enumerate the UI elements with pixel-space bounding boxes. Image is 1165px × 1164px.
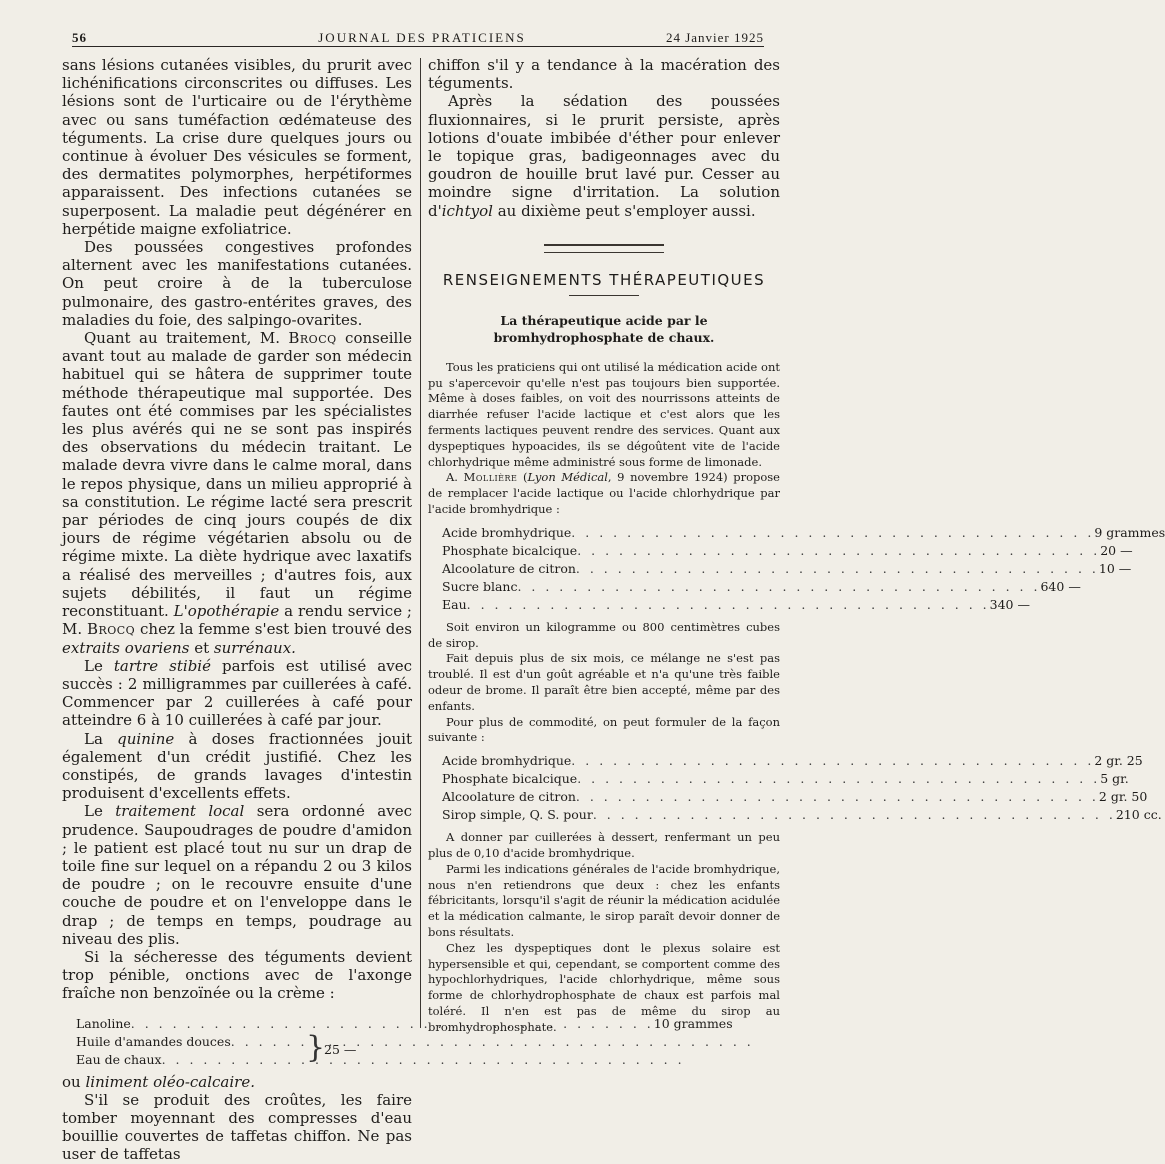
recipe-creme bbox=[62, 1015, 733, 1069]
paragraph-sedation: Après la sédation des poussées fluxionnaires, si le prurit persiste, après lotions d'ouate imbibée d'éther pour enlever le topique gras, badigeonnages avec du goudron de houille brut lavé pur. Cesser au moindre signe d'irritation. La solution d'ichtyol au dixième peut s'employer aussi. bbox=[428, 92, 780, 220]
paragraph-traitement-local: Le traitement local sera ordonné avec prudence. Saupoudrages de poudre d'amidon ; le patient est placé tout nu sur un drap de toile fine sur lequel on a répandu 2 ou 3 kilos de poudre ; on le recouvre ensuite d'une couche de poudre et on l'enveloppe dans le drap ; de temps en temps, poudrage au niveau des plis. bbox=[62, 802, 412, 948]
recipe-row: Lanoline . . . 10 grammes bbox=[76, 1015, 376, 1033]
brace-mark: } bbox=[306, 1029, 326, 1065]
recipe-row: Acide bromhydrique . . . 2 gr. 25 bbox=[442, 752, 742, 770]
journal-title: JOURNAL DES PRATICIENS bbox=[318, 30, 526, 45]
recipe-sirop-2 bbox=[428, 752, 1162, 824]
paragraph-liniment: ou liniment oléo-calcaire. bbox=[62, 1072, 255, 1091]
paragraph-indications: Parmi les indications générales de l'acide bromhydrique, nous n'en retiendrons que deux : chez les enfants fébricitants, lorsqu'il s'agit de réunir la médication acidulée et la médication calmante, le sirop paraît devoir donner de bons résultats. bbox=[428, 861, 780, 939]
paragraph-poussees: Des poussées congestives profondes alternent avec les manifestations cutanées. On peut croire à de la tuberculose pulmonaire, des gastro-entérites graves, des maladies du foie, des salpingo-ovarites. bbox=[62, 238, 412, 329]
recipe-row: Eau . . . 340 — bbox=[442, 596, 762, 614]
section-title: RENSEIGNEMENTS THÉRAPEUTIQUES bbox=[442, 270, 766, 289]
paragraph-molliere: A. Mollière (Lyon Médical, 9 novembre 1924) propose de remplacer l'acide lactique ou l'acide chlorhydrique par l'acide bromhydrique : bbox=[428, 470, 780, 516]
author-name: Brocq bbox=[86, 620, 136, 639]
recipe-row: Huile d'amandes douces . . . bbox=[76, 1033, 298, 1051]
author-name: Brocq bbox=[288, 329, 337, 348]
recipe-row: Acide bromhydrique . . . 9 grammes bbox=[442, 524, 762, 542]
section-rule bbox=[569, 295, 639, 296]
recipe-row: Alcoolature de citron . . . 10 — bbox=[442, 560, 762, 578]
paragraph-kilogramme: Soit environ un kilogramme ou 800 centimètres cubes de sirop. bbox=[428, 619, 780, 650]
column-divider bbox=[420, 58, 421, 1028]
paragraph-praticiens: Tous les praticiens qui ont utilisé la médication acide ont pu s'apercevoir qu'elle n'est pas toujours bien supportée. Même à doses faibles, on voit des nourrissons atteints de diarrhée refuser l'acide lactique et c'est alors que les ferments lactiques peuvent rendre des services. Quant aux dyspeptiques hypoacides, ils se dégoûtent vite de l'acide chlorhydrique même administré sous forme de limonade. bbox=[428, 359, 780, 469]
recipe-row: Sucre blanc . . . 640 — bbox=[442, 578, 762, 596]
paragraph-posologie: A donner par cuillerées à dessert, renfermant un peu plus de 0,10 d'acide bromhydrique. bbox=[428, 830, 780, 860]
paragraph-tartre: Le tartre stibié parfois est utilisé avec succès : 2 milligrammes par cuillerées à café. Commencer par 2 cuillerées à café pour atteindre 6 à 10 cuillerées à café par jour. bbox=[62, 656, 412, 730]
paragraph-melange: Fait depuis plus de six mois, ce mélange ne s'est pas troublé. Il est d'un goût agréable et n'a qu'une très faible odeur de brome. Il paraît être bien accepté, même par des enfants. bbox=[428, 651, 780, 713]
article-title: La thérapeutique acide par le bromhydrophosphate de chaux. bbox=[493, 312, 715, 345]
recipe-row: Phosphate bicalcique . . . 5 gr. bbox=[442, 770, 742, 788]
paragraph-secheresse: Si la sécheresse des téguments devient trop pénible, onctions avec de l'axonge fraîche non benzoïnée ou la crème : bbox=[62, 947, 412, 1003]
recipe-row: Alcoolature de citron . . . 2 gr. 50 bbox=[442, 788, 742, 806]
recipe-row: Eau de chaux . . . bbox=[76, 1051, 298, 1069]
header-rule bbox=[72, 46, 764, 47]
author-name: Mollière bbox=[463, 470, 518, 485]
recipe-row: Sirop simple, Q. S. pour . . . 210 cc. bbox=[442, 806, 742, 824]
paragraph-croutes: S'il se produit des croûtes, les faire tomber moyennant des compresses d'eau bouillie couvertes de taffetas chiffon. Ne pas user de taffetas bbox=[62, 1090, 412, 1164]
paragraph-quinine: La quinine à doses fractionnées jouit également d'un crédit justifié. Chez les constipés, de grands lavages d'intestin produisent d'excellents effets. bbox=[62, 729, 412, 803]
issue-date: 24 Janvier 1925 bbox=[665, 30, 764, 45]
paragraph-chiffon: chiffon s'il y a tendance à la macération des téguments. bbox=[428, 56, 780, 93]
right-column bbox=[428, 56, 1165, 1046]
recipe-sirop-1 bbox=[428, 524, 1165, 614]
paragraph-dyspeptiques: Chez les dyspeptiques dont le plexus solaire est hypersensible et qui, cependant, se comportent comme des hypochlorhydriques, l'acide chlorhydrique, même sous forme de chlorhydrophosphate de chaux est parfois mal toléré. Il n'en est pas de même du sirop au bromhydrophosphate. bbox=[428, 940, 780, 1034]
recipe-row: Phosphate bicalcique . . . 20 — bbox=[442, 542, 762, 560]
page-number: 56 bbox=[72, 30, 87, 45]
paragraph-commodite: Pour plus de commodité, on peut formuler de la façon suivante : bbox=[428, 714, 780, 745]
shared-quantity: 25 — bbox=[324, 1041, 357, 1057]
paragraph-lesions: sans lésions cutanées visibles, du prurit avec lichénifications circonscrites ou diffuses. Les lésions sont de l'urticaire ou de l'érythème avec ou sans tuméfaction œdémateuse des téguments. La crise dure quelques jours ou continue à évoluer Des vésicules se forment, des dermatites polymorphes, herpétiformes apparaissent. Des infections cutanées se superposent. La maladie peut dégénérer en herpétide maigne exfoliatrice. bbox=[62, 56, 412, 238]
section-ornament bbox=[544, 244, 664, 253]
paragraph-traitement: Quant au traitement, M. Brocq conseille avant tout au malade de garder son médecin habituel qui se hâtera de supprimer toute méthode thérapeutique mal supportée. Des fautes ont été commises par les spécialistes les plus avérés qui ne se sont pas inspirés des observations du médecin traitant. Le malade devra vivre dans le calme moral, dans le repos physique, dans un milieu approprié à sa constitution. Le régime lacté sera prescrit par périodes de cinq jours coupés de dix jours de régime végétarien absolu ou de régime mixte. La diète hydrique avec laxatifs a réalisé des merveilles ; d'autres fois, aux sujets débilités, il faut un régime reconstituant. L'opothérapie a rendu service ; M. Brocq chez la femme s'est bien trouvé des extraits ovariens et surrénaux. bbox=[62, 329, 412, 657]
